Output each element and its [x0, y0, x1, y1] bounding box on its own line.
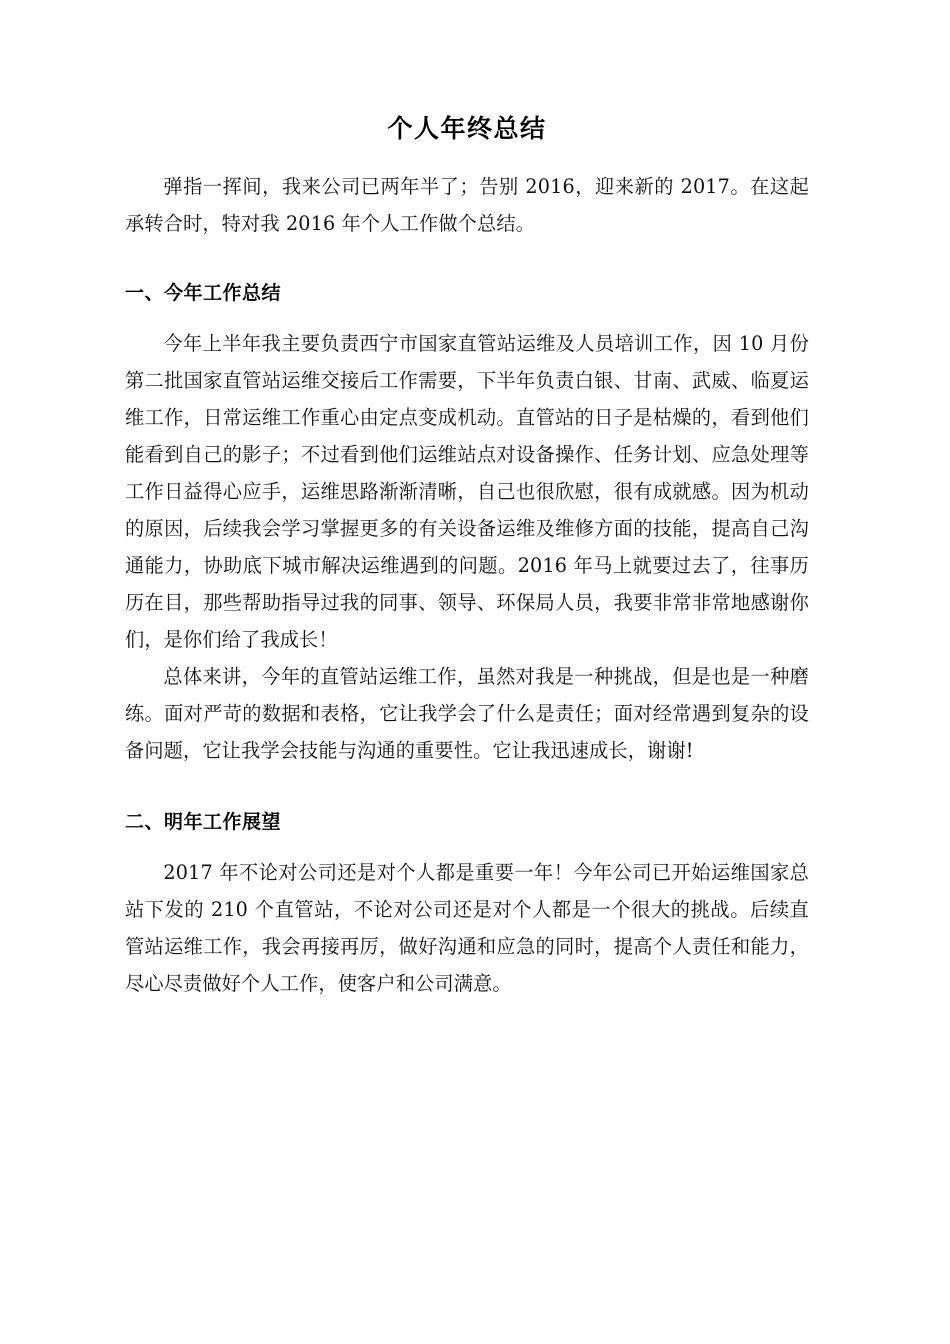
section-1-paragraph-1: 今年上半年我主要负责西宁市国家直管站运维及人员培训工作，因 10 月份第二批国家直管站运维交接后工作需要，下半年负责白银、甘南、武威、临夏运维工作，日常运维工作重心由定点变成机动。直管站的日子是枯燥的，看到他们能看到自己的影子；不过看到他们运维站点对设备操作、任务计划、应急处理等工作日益得心应手，运维思路渐渐清晰，自己也很欣慰，很有成就感。因为机动的原因，后续我会学习掌握更多的有关设备运维及维修方面的技能，提高自己沟通能力，协助底下城市解决运维遇到的问题。2016 年马上就要过去了，往事历历在目，那些帮助指导过我的同事、领导、环保局人员，我要非常非常地感谢你们，是你们给了我成长！ — [125, 332, 809, 651]
section-heading-1: 一、今年工作总结 — [125, 282, 282, 304]
section-1-paragraph-2: 总体来讲，今年的直管站运维工作，虽然对我是一种挑战，但是也是一种磨练。面对严苛的数据和表格，它让我学会了什么是责任；面对经常遇到复杂的设备问题，它让我学会技能与沟通的重要性。它让我迅速成长，谢谢! — [125, 665, 809, 762]
document-body — [125, 0, 809, 1342]
intro-paragraph: 弹指一挥间，我来公司已两年半了；告别 2016，迎来新的 2017。在这起承转合时，特对我 2016 年个人工作做个总结。 — [125, 175, 809, 235]
page-bottom-whitespace — [125, 1002, 809, 1342]
section-heading-2: 二、明年工作展望 — [125, 811, 282, 833]
section-2-paragraph-1: 2017 年不论对公司还是对个人都是重要一年！今年公司已开始运维国家总站下发的 210 个直管站，不论对公司还是对个人都是一个很大的挑战。后续直管站运维工作，我会再接再厉，做好沟通和应急的同时，提高个人责任和能力，尽心尽责做好个人工作，使客户和公司满意。 — [125, 861, 809, 995]
page-title: 个人年终总结 — [387, 114, 547, 143]
